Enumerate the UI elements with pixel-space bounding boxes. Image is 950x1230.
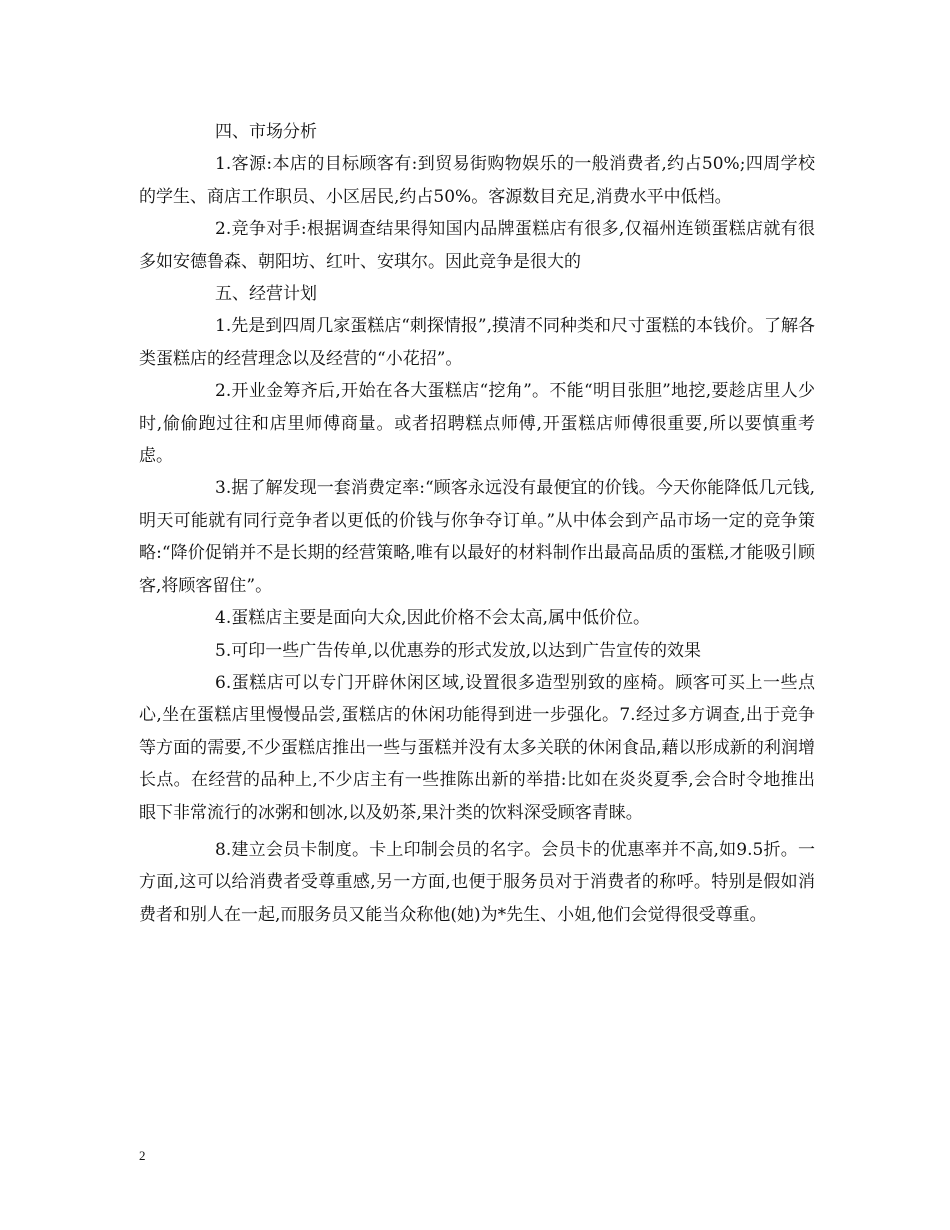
paragraph-plan-6-7: 6.蛋糕店可以专门开辟休闲区域,设置很多造型别致的座椅。顾客可买上一些点心,坐在蛋糕店里慢慢品尝,蛋糕店的休闲功能得到进一步强化。7.经过多方调查,出于竞争等方面的需要,不少蛋糕店推出一些与蛋糕并没有太多关联的休闲食品,藉以形成新的利润增长点。在经营的品种上,不少店主有一些推陈出新的举措:比如在炎炎夏季,会合时令地推出眼下非常流行的冰粥和刨冰,以及奶茶,果汁类的饮料深受顾客青睐。 xyxy=(139,672,815,823)
document-body xyxy=(139,116,815,931)
paragraph-competitors: 2.竞争对手:根据调查结果得知国内品牌蛋糕店有很多,仅福州连锁蛋糕店就有很多如安德鲁森、朝阳坊、红叶、安琪尔。因此竞争是很大的 xyxy=(139,219,815,272)
section-heading-business-plan: 五、经营计划 xyxy=(215,284,317,305)
section-heading-market-analysis: 四、市场分析 xyxy=(215,122,317,142)
paragraph-plan-8: 8.建立会员卡制度。卡上印制会员的名字。会员卡的优惠率并不高,如9.5折。一方面,这可以给消费者受尊重感,另一方面,也便于服务员对于消费者的称呼。特别是假如消费者和别人在一起,而服务员又能当众称他(她)为*先生、小姐,他们会觉得很受尊重。 xyxy=(139,839,815,925)
paragraph-plan-5: 5.可印一些广告传单,以优惠券的形式发放,以达到广告宣传的效果 xyxy=(215,640,702,661)
paragraph-plan-1: 1.先是到四周几家蛋糕店“刺探情报”,摸清不同种类和尺寸蛋糕的本钱价。了解各类蛋糕店的经营理念以及经营的“小花招”。 xyxy=(139,316,816,369)
paragraph-plan-3: 3.据了解发现一套消费定率:“顾客永远没有最便宜的价钱。今天你能降低几元钱,明天可能就有同行竞争者以更低的价钱与你争夺订单。”从中体会到产品市场一定的竞争策略:“降价促销并不是长期的经营策略,唯有以最好的材料制作出最高品质的蛋糕,才能吸引顾客,将顾客留住”。 xyxy=(139,478,815,596)
page-number: 2 xyxy=(139,1148,146,1163)
paragraph-plan-4: 4.蛋糕店主要是面向大众,因此价格不会太高,属中低价位。 xyxy=(215,608,651,629)
paragraph-customer-source: 1.客源:本店的目标顾客有:到贸易街购物娱乐的一般消费者,约占50%;四周学校的学生、商店工作职员、小区居民,约占50%。客源数目充足,消费水平中低档。 xyxy=(139,154,815,207)
paragraph-plan-2: 2.开业金筹齐后,开始在各大蛋糕店“挖角”。不能“明目张胆”地挖,要趁店里人少时,偷偷跑过往和店里师傅商量。或者招聘糕点师傅,开蛋糕店师傅很重要,所以要慎重考虑。 xyxy=(139,381,815,467)
